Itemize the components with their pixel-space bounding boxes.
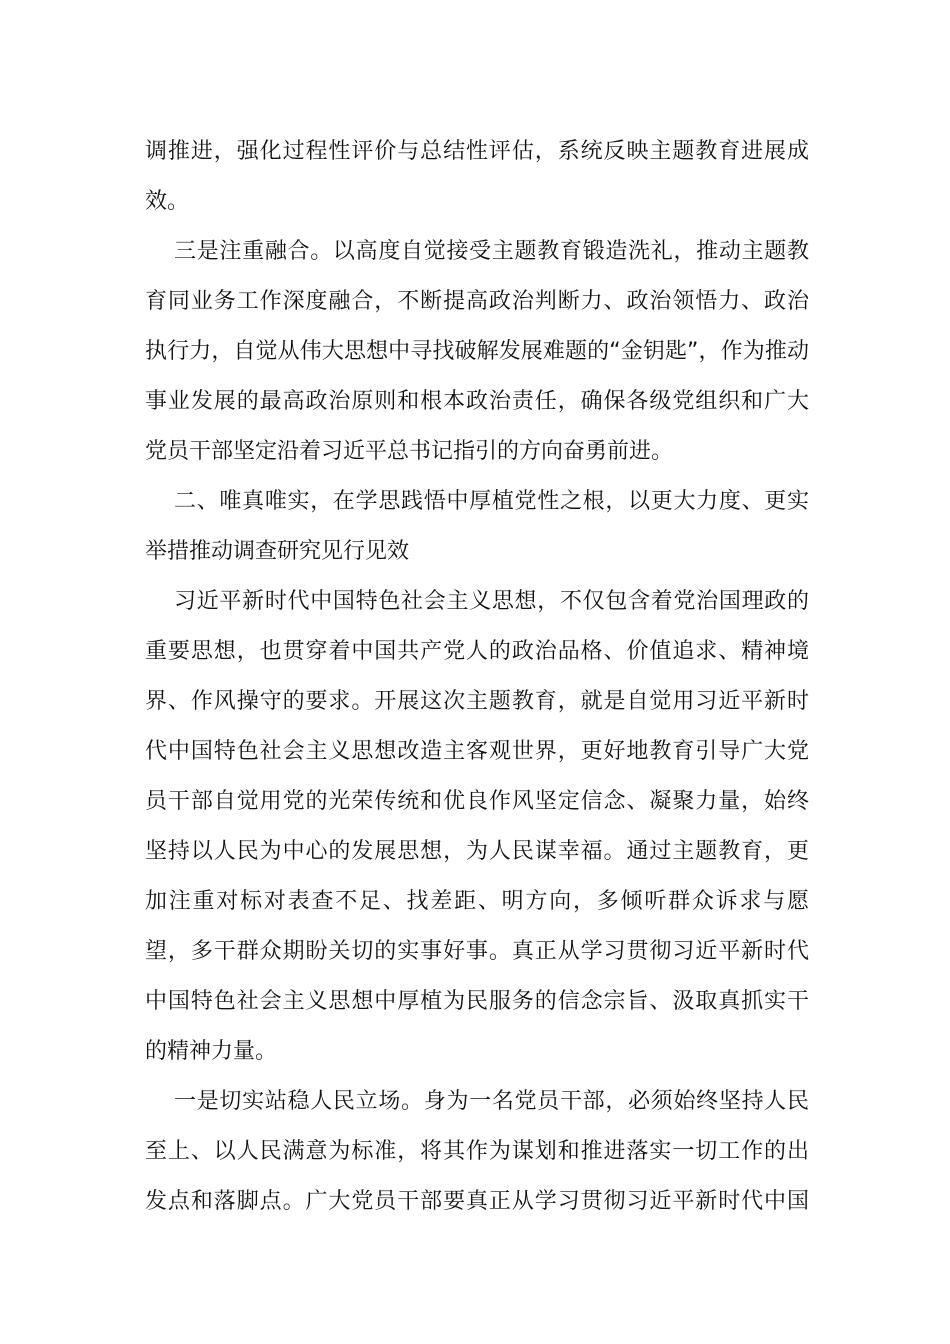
paragraph-start-line: 习近平新时代中国特色社会主义思想，不仅包含着党治国理政的 — [174, 589, 809, 614]
text-line: 界、作风操守的要求。开展这次主题教育，就是自觉用习近平新时 — [145, 689, 809, 714]
text-line: 发点和落脚点。广大党员干部要真正从学习贯彻习近平新时代中国 — [145, 1189, 809, 1214]
text-line: 员干部自觉用党的光荣传统和优良作风坚定信念、凝聚力量，始终 — [145, 789, 809, 814]
text-line: 的精神力量。 — [145, 1039, 278, 1064]
document-body — [145, 127, 809, 1227]
text-line: 调推进，强化过程性评价与总结性评估，系统反映主题教育进展成 — [145, 139, 809, 164]
text-line: 坚持以人民为中心的发展思想，为人民谋幸福。通过主题教育，更 — [145, 839, 809, 864]
text-line: 效。 — [145, 189, 190, 214]
section-heading-line: 举措推动调查研究见行见效 — [145, 539, 410, 564]
section-heading-line: 二、唯真唯实，在学思践悟中厚植党性之根，以更大力度、更实 — [174, 489, 809, 514]
paragraph-start-line: 一是切实站稳人民立场。身为一名党员干部，必须始终坚持人民 — [174, 1089, 809, 1114]
text-line: 育同业务工作深度融合，不断提高政治判断力、政治领悟力、政治 — [145, 289, 809, 314]
text-line: 事业发展的最高政治原则和根本政治责任，确保各级党组织和广大 — [145, 389, 809, 414]
text-line: 执行力，自觉从伟大思想中寻找破解发展难题的“金钥匙”，作为推动 — [145, 339, 809, 364]
text-line: 望，多干群众期盼关切的实事好事。真正从学习贯彻习近平新时代 — [145, 939, 809, 964]
paragraph-start-line: 三是注重融合。以高度自觉接受主题教育锻造洗礼，推动主题教 — [174, 239, 809, 264]
text-line: 至上、以人民满意为标准，将其作为谋划和推进落实一切工作的出 — [145, 1139, 809, 1164]
text-line: 加注重对标对表查不足、找差距、明方向，多倾听群众诉求与愿 — [145, 889, 809, 914]
text-line: 重要思想，也贯穿着中国共产党人的政治品格、价值追求、精神境 — [145, 639, 809, 664]
text-line: 中国特色社会主义思想中厚植为民服务的信念宗旨、汲取真抓实干 — [145, 989, 809, 1014]
text-line: 代中国特色社会主义思想改造主客观世界，更好地教育引导广大党 — [145, 739, 809, 764]
text-line: 党员干部坚定沿着习近平总书记指引的方向奋勇前进。 — [145, 439, 674, 464]
